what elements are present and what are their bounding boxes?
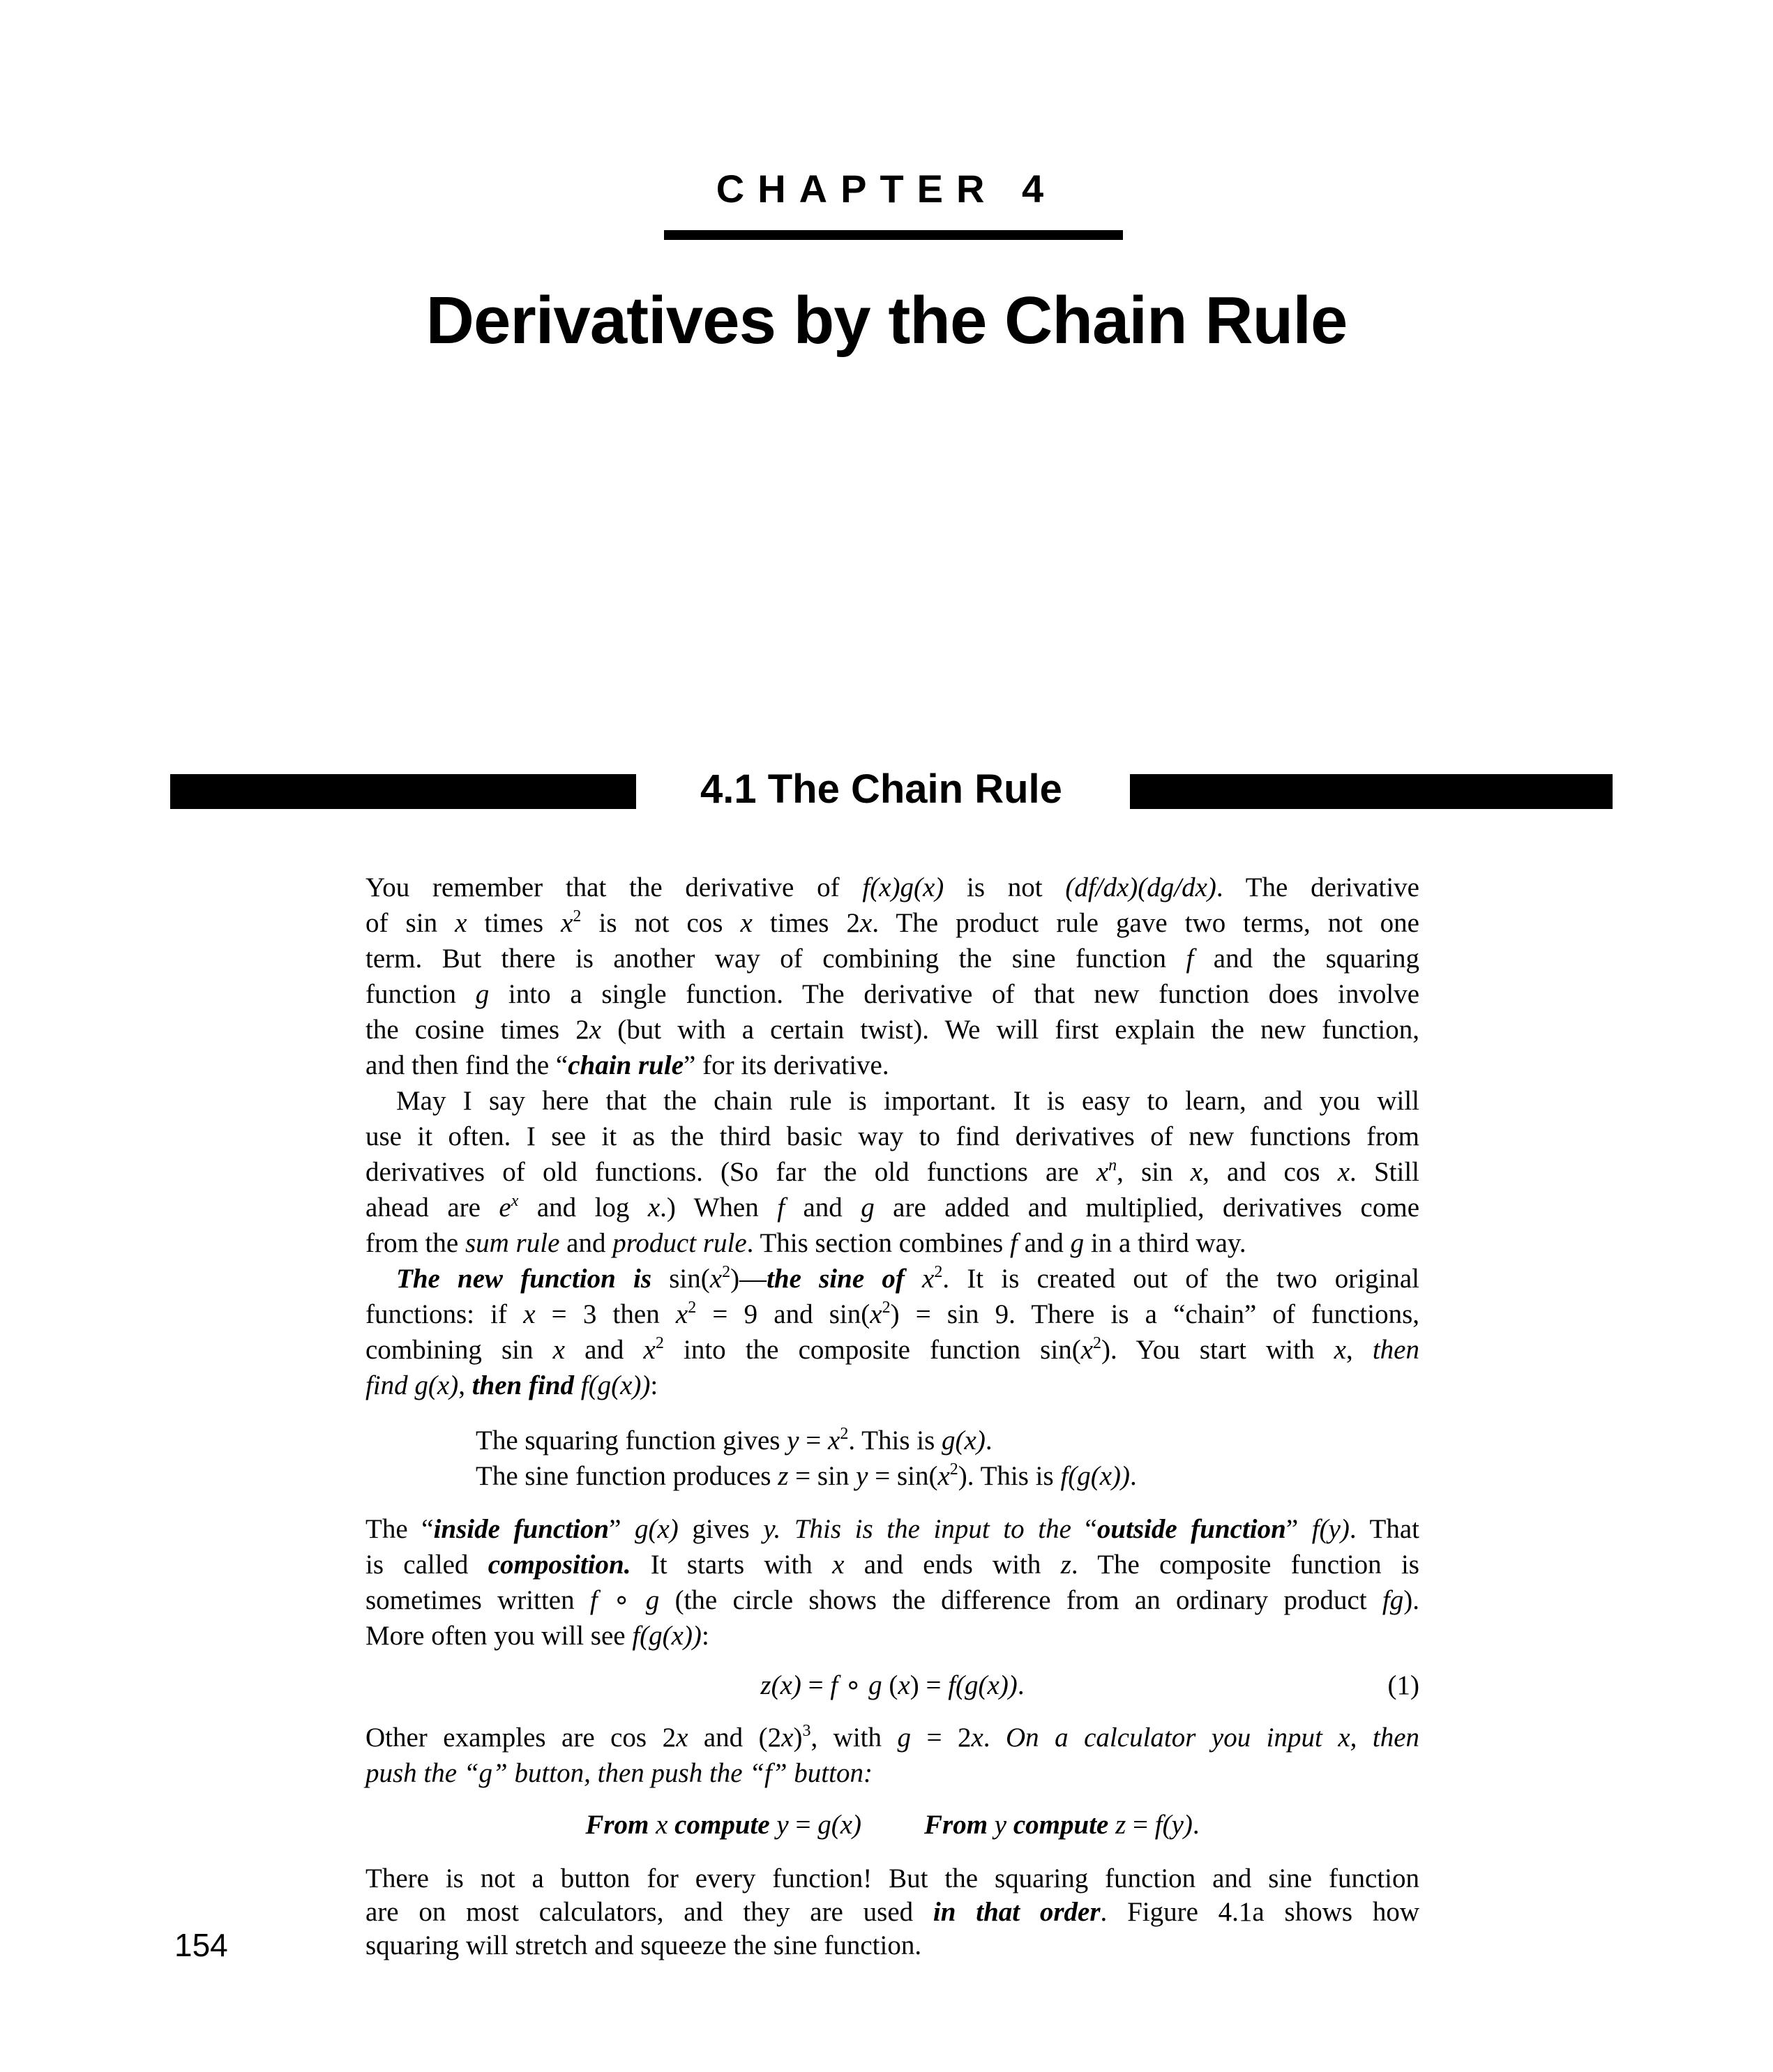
text-run: and log [518,1193,648,1223]
text-run: x [643,1335,656,1365]
text-run: g(x) [817,1810,862,1840]
text-run: May I say here that the chain rule is important. It is easy to learn, and you will [396,1086,1419,1116]
text-run: g [861,1193,875,1223]
text-run: x [1337,1157,1350,1187]
text-line [365,1192,1419,1224]
text-run: 2 [655,1334,664,1352]
text-line [365,1896,1419,1928]
text-line [396,1263,1419,1295]
text-run: sin( [651,1264,710,1294]
text-line [365,1809,1419,1841]
text-run: in that order [933,1897,1101,1927]
text-run [905,1264,922,1294]
text-line [365,943,1419,975]
text-run: f [777,1193,785,1223]
text-run: f(y) [1154,1810,1193,1840]
text-run: find [365,1370,415,1400]
text-run: and [559,1228,613,1258]
text-run: . It is created out of the two original [942,1264,1419,1294]
text-run: into the composite function sin( [663,1335,1081,1365]
text-run: x [656,1810,668,1840]
text-run: f [1009,1228,1018,1258]
text-run: x [828,1426,840,1455]
text-run: It starts with [631,1550,833,1580]
text-run: , sin [1117,1157,1191,1187]
text-run: 2 [722,1263,731,1281]
text-run: ) = sin 9. There is a “chain” of functions, [890,1299,1420,1329]
text-run: x [455,908,467,938]
text-run: sometimes written [365,1585,590,1615]
text-run [1108,1810,1115,1840]
text-run: from the [365,1228,465,1258]
text-run: x [898,1670,910,1700]
text-run: x [1096,1157,1109,1187]
equation-number: (1) [1387,1670,1419,1700]
text-run: ” for its derivative. [684,1050,889,1080]
text-line [365,1549,1419,1581]
text-run: x [647,1193,661,1223]
text-run: = sin( [868,1461,938,1491]
text-run: g [868,1670,882,1700]
text-run: = 9 and sin( [696,1299,870,1329]
text-run: function [365,979,476,1009]
text-run: The squaring function gives [476,1426,787,1455]
text-line [476,1425,993,1457]
chapter-title: Derivatives by the Chain Rule [425,283,1348,358]
text-run: functions: if [365,1299,524,1329]
text-run: x [561,908,573,938]
text-run [667,1810,674,1840]
text-run: use it often. I see it as the third basic way to find derivatives of new functions from [365,1121,1419,1151]
text-run: y [776,1810,789,1840]
text-run: inside function [433,1514,610,1544]
text-run: fg [1382,1585,1404,1615]
text-run: . [1017,1670,1025,1700]
text-run [1006,1810,1013,1840]
text-run: f(g(x)) [1060,1461,1131,1491]
text-run: : [701,1621,709,1651]
text-run: f(g(x)) [580,1370,651,1400]
text-run: ). [1403,1585,1420,1615]
text-run: and [785,1193,861,1223]
text-line [365,978,1419,1011]
text-run: is not [944,872,1066,902]
text-run: are added and multiplied, derivatives come [874,1193,1419,1223]
text-run: x [832,1550,845,1580]
text-run: = [799,1426,829,1455]
text-run: On a calculator you input x, then [1006,1723,1420,1753]
text-run: g [1070,1228,1085,1258]
text-run: chain rule [568,1050,684,1080]
text-run: : [650,1370,658,1400]
section-bar-right [1130,774,1613,809]
text-run: f(x)g(x) [862,872,944,902]
text-run: 2 [1093,1334,1101,1352]
text-run: x [675,1299,688,1329]
text-run: f [830,1670,838,1700]
text-run: . Still [1350,1157,1419,1187]
text-run: .) When [660,1193,778,1223]
text-run: Other examples are cos 2 [365,1723,677,1753]
text-run: g(x) [942,1426,986,1455]
text-line [365,1585,1419,1617]
text-run: x [589,1015,602,1045]
text-line [365,907,1419,939]
text-run: ) [793,1723,803,1753]
text-run: outside function [1096,1514,1286,1544]
text-run: 2 [688,1299,697,1317]
text-run: g(x) [414,1370,459,1400]
text-run: ” [609,1514,635,1544]
text-run: = 2 [911,1723,972,1753]
text-line [365,1620,1419,1652]
text-run: x [676,1723,688,1753]
text-run: f(g(x)) [948,1670,1018,1700]
text-line [365,1670,1419,1702]
text-run: , [458,1370,472,1400]
text-run [988,1810,995,1840]
text-run: = sin [788,1461,857,1491]
text-run: x [709,1264,723,1294]
text-run: and [1017,1228,1071,1258]
text-line [365,1757,1419,1790]
text-run: . Figure 4.1a shows how [1100,1897,1419,1927]
text-run: and [564,1335,644,1365]
text-line [365,1227,1419,1260]
text-run: y [994,1810,1007,1840]
text-run: z [1060,1550,1071,1580]
text-run: e [499,1193,511,1223]
text-run: f(g(x)) [632,1621,702,1651]
text-run: is called [365,1550,488,1580]
text-run: into a single function. The derivative of that new function does involve [489,979,1420,1009]
text-run: . That [1349,1514,1419,1544]
text-run: derivatives of old functions. (So far the old functions are [365,1157,1096,1187]
text-run: x [1080,1335,1093,1365]
text-run: y [787,1426,799,1455]
text-run: ). This is [958,1461,1061,1491]
text-run: compute [674,1810,770,1840]
text-run: f [589,1585,598,1615]
text-run: ” [1285,1514,1312,1544]
chapter-label: CHAPTER 4 [716,167,1057,211]
text-run: sum rule [465,1228,560,1258]
section-bar-left [170,774,636,809]
text-line [365,1513,1419,1545]
text-run: times [467,908,561,938]
text-run: From [585,1810,649,1840]
text-run: = [788,1810,818,1840]
text-line [365,1930,1419,1962]
text-run: gives [678,1514,764,1544]
text-run: (the circle shows the difference from an ordinary product [659,1585,1382,1615]
text-run: . [983,1723,1006,1753]
text-run: (df/dx)(dg/dx) [1065,872,1216,902]
text-run: compute [1013,1810,1109,1840]
text-run: . [985,1426,993,1455]
text-run: )— [730,1264,767,1294]
text-run: x [523,1299,536,1329]
text-run: , and cos [1202,1157,1338,1187]
text-run: times 2 [752,908,860,938]
text-run: then find [471,1370,581,1400]
text-run: . [1192,1810,1200,1840]
text-run: The “ [365,1514,434,1544]
text-line [365,1050,1419,1082]
text-line [365,1299,1419,1331]
section-heading: 4.1 The Chain Rule [700,766,1062,812]
text-run: ( [882,1670,898,1700]
text-run: ) = [910,1670,949,1700]
text-line [396,1085,1419,1117]
text-run: z(x) [760,1670,801,1700]
text-run [649,1810,656,1840]
text-run: z [1115,1810,1126,1840]
text-run: The new function is [396,1264,652,1294]
text-run: combining sin [365,1335,553,1365]
text-run: and then find the “ [365,1050,568,1080]
text-run: the sine of [767,1264,905,1294]
text-run: ∘ [597,1585,646,1615]
text-line [365,1370,1419,1402]
text-run: More often you will see [365,1621,633,1651]
text-run: f [1186,944,1194,974]
text-run: . This section combines [746,1228,1010,1258]
text-run: in a third way. [1084,1228,1246,1258]
text-run: n [1108,1156,1117,1174]
text-run: . The composite function is [1071,1550,1419,1580]
text-run: x [922,1264,935,1294]
text-run: product rule [612,1228,747,1258]
text-line [476,1460,1137,1492]
text-line [365,1156,1419,1188]
text-run: x [1334,1335,1346,1365]
text-run: “ [1071,1514,1097,1544]
text-run: From [924,1810,988,1840]
text-line [365,1014,1419,1046]
text-run: term. But there is another way of combining the sine function [365,944,1186,974]
text-line [365,1863,1419,1895]
text-run: z [778,1461,789,1491]
text-run: composition. [488,1550,631,1580]
text-run: x [937,1461,950,1491]
text-run: x [1190,1157,1203,1187]
text-run: There is not a button for every function! But the squaring function and sine function [365,1863,1419,1893]
text-line [365,1722,1419,1754]
text-run: ). You start with [1101,1335,1334,1365]
text-run: and ends with [844,1550,1061,1580]
text-run: of sin [365,908,455,938]
text-run: f(y) [1311,1514,1350,1544]
text-run: 2 [949,1460,958,1479]
text-run: push the “g” button, then push the “f” button: [365,1758,873,1788]
text-run: ∘ [838,1670,869,1700]
text-run: 2 [573,907,582,925]
text-run: = 3 then [535,1299,676,1329]
text-run: The sine function produces [476,1461,778,1491]
page-number: 154 [174,1927,228,1963]
text-run: squaring will stretch and squeeze the sine function. [365,1930,922,1960]
text-run: g [897,1723,911,1753]
text-run: and (2 [688,1723,782,1753]
text-run: x [781,1723,794,1753]
text-run: x [971,1723,983,1753]
text-run: , with [810,1723,898,1753]
text-run: . [1130,1461,1137,1491]
text-run: x [870,1299,882,1329]
text-run: 2 [840,1425,849,1443]
text-run: g(x) [634,1514,679,1544]
text-run: 2 [934,1263,943,1281]
text-run: x [511,1192,519,1210]
text-run: x [552,1335,565,1365]
text-run: then [1372,1335,1419,1365]
text-run: . The product rule gave two terms, not one [872,908,1419,938]
text-line [365,872,1419,904]
text-line [365,1121,1419,1153]
text-run: (but with a certain twist). We will first explain the new function, [601,1015,1419,1045]
text-run: y [856,1461,868,1491]
text-run: x [740,908,753,938]
text-run: . The derivative [1216,872,1419,902]
text-run: You remember that the derivative of [365,872,863,902]
text-run: g [475,979,490,1009]
text-run: . This is [848,1426,942,1455]
text-run: is not cos [581,908,741,938]
text-run: g [645,1585,660,1615]
text-run: x [860,908,873,938]
text-run: = [801,1670,831,1700]
text-run: = [1126,1810,1155,1840]
text-run: y. This is the input to the [763,1514,1071,1544]
text-run: the cosine times 2 [365,1015,589,1045]
text-run: and the squaring [1193,944,1419,974]
chapter-rule [664,230,1123,240]
text-run: , [1345,1335,1373,1365]
text-run [770,1810,777,1840]
text-line [365,1334,1419,1366]
text-run: are on most calculators, and they are used [365,1897,933,1927]
text-run: 3 [802,1722,811,1740]
text-run: ahead are [365,1193,499,1223]
text-run: 2 [882,1299,891,1317]
